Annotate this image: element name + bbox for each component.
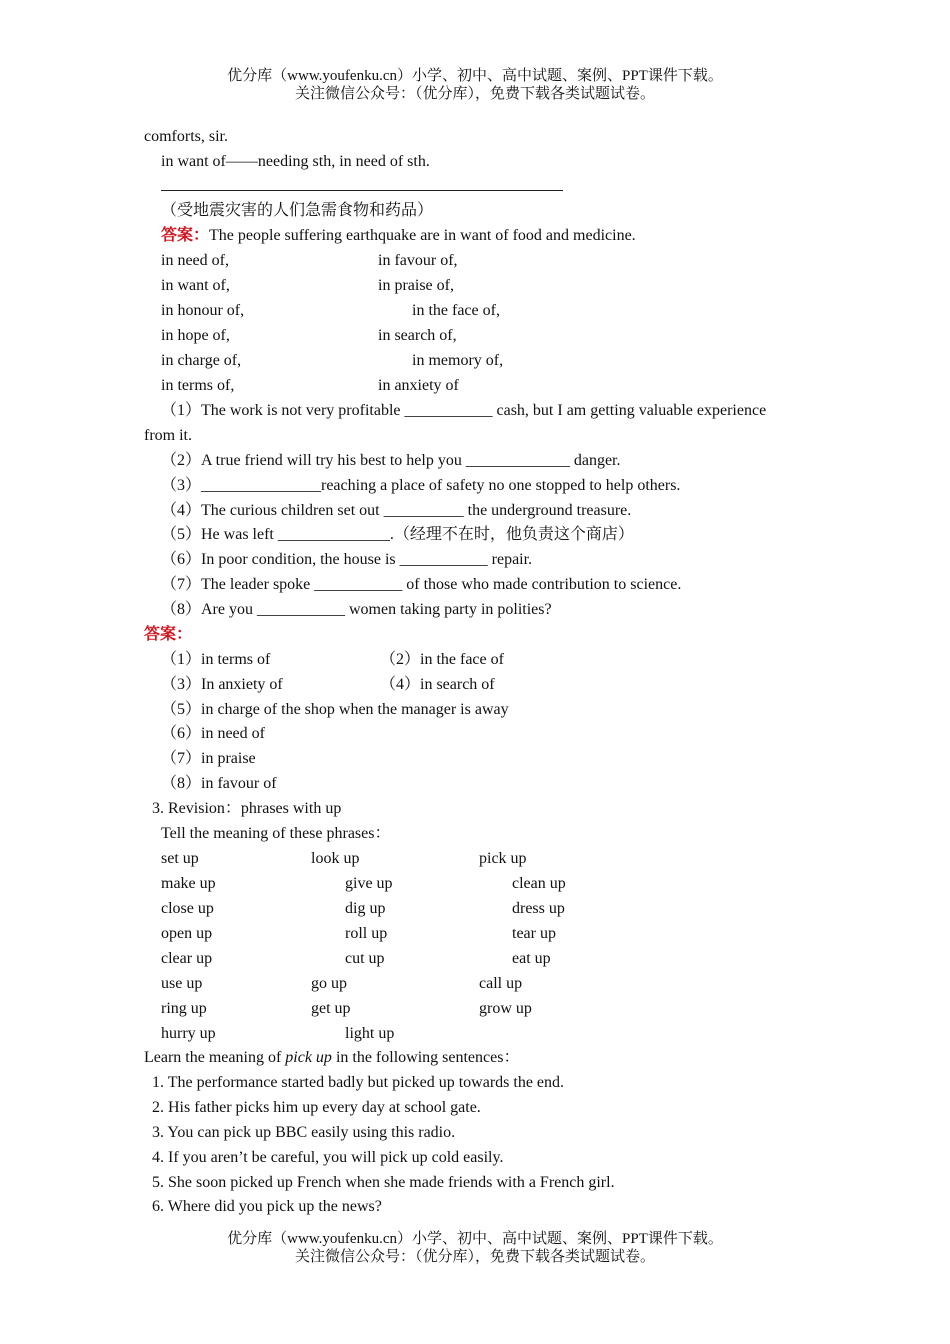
answer-1: （1）in terms of xyxy=(161,651,271,668)
up-phrase: dig up xyxy=(345,900,386,917)
exercise-1-cont: from it. xyxy=(144,427,192,444)
exercise-2: （2）A true friend will try his best to help you _____________ danger. xyxy=(161,452,621,469)
up-phrase: cut up xyxy=(345,950,385,967)
up-phrase: clean up xyxy=(512,875,566,892)
answer-6: （6）in need of xyxy=(161,725,265,742)
answer-text: The people suffering earthquake are in want of food and medicine. xyxy=(209,227,636,244)
up-phrase: roll up xyxy=(345,925,388,942)
phrase-item: in anxiety of xyxy=(378,377,459,394)
example-sentence: 1. The performance started badly but picked up towards the end. xyxy=(152,1074,565,1091)
learn-heading xyxy=(144,1048,519,1068)
answer-3: （3）In anxiety of xyxy=(161,676,283,693)
phrase-item: in search of, xyxy=(378,327,457,344)
answer-8: （8）in favour of xyxy=(161,775,277,792)
learn-prefix: Learn the meaning of xyxy=(144,1049,286,1066)
translation-blank xyxy=(161,190,563,191)
intro-answer xyxy=(161,226,636,246)
example-sentence: 4. If you aren’t be careful, you will pick up cold easily. xyxy=(152,1149,504,1166)
up-phrase: make up xyxy=(161,875,216,892)
answer-7: （7）in praise xyxy=(161,750,256,767)
phrase-item: in memory of, xyxy=(412,352,504,369)
intro-want-definition: in want of——needing sth, in need of sth. xyxy=(161,153,430,170)
phrase-item: in terms of, xyxy=(161,377,235,394)
up-phrase: close up xyxy=(161,900,214,917)
up-phrase: tear up xyxy=(512,925,556,942)
answers-label: 答案： xyxy=(144,626,193,643)
up-phrase: give up xyxy=(345,875,393,892)
page-footer xyxy=(0,1230,950,1266)
up-phrase: use up xyxy=(161,975,203,992)
up-phrase: get up xyxy=(311,1000,351,1017)
header-line-1: 优分库（www.youfenku.cn）小学、初中、高中试题、案例、PPT课件下载。 xyxy=(227,68,723,84)
page-header xyxy=(0,67,950,103)
answer-2: （2）in the face of xyxy=(380,651,504,668)
footer-line-2: 关注微信公众号：（优分库），免费下载各类试题试卷。 xyxy=(294,1249,655,1265)
up-phrase: eat up xyxy=(512,950,551,967)
learn-suffix: in the following sentences： xyxy=(331,1049,520,1066)
learn-phrase: pick up xyxy=(285,1049,332,1066)
phrase-item: in praise of, xyxy=(378,277,454,294)
exercise-3: （3）_______________reaching a place of safety no one stopped to help others. xyxy=(161,477,681,494)
phrase-item: in want of, xyxy=(161,277,230,294)
phrase-item: in need of, xyxy=(161,252,229,269)
up-phrase: dress up xyxy=(512,900,565,917)
example-sentence: 2. His father picks him up every day at school gate. xyxy=(152,1099,481,1116)
exercise-5: （5）He was left ______________.（经理不在时，他负责这个商店） xyxy=(161,526,634,543)
exercise-7: （7）The leader spoke ___________ of those who made contribution to science. xyxy=(161,576,682,593)
up-phrase: go up xyxy=(311,975,347,992)
revision-prompt: Tell the meaning of these phrases： xyxy=(161,825,391,842)
up-phrase: open up xyxy=(161,925,213,942)
example-sentence: 3. You can pick up BBC easily using this radio. xyxy=(152,1124,456,1141)
example-sentence: 5. She soon picked up French when she made friends with a French girl. xyxy=(152,1174,615,1191)
answer-label: 答案： xyxy=(161,227,210,244)
exercise-4: （4）The curious children set out __________ the underground treasure. xyxy=(161,502,632,519)
up-phrase: pick up xyxy=(479,850,527,867)
example-sentence: 6. Where did you pick up the news? xyxy=(152,1198,382,1215)
up-phrase: grow up xyxy=(479,1000,532,1017)
phrase-item: in hope of, xyxy=(161,327,230,344)
answer-4: （4）in search of xyxy=(380,676,495,693)
answer-5: （5）in charge of the shop when the manager is away xyxy=(161,701,509,718)
up-phrase: call up xyxy=(479,975,523,992)
exercise-6: （6）In poor condition, the house is ___________ repair. xyxy=(161,551,533,568)
up-phrase: ring up xyxy=(161,1000,207,1017)
revision-title: 3. Revision：phrases with up xyxy=(152,800,342,817)
up-phrase: light up xyxy=(345,1025,395,1042)
header-line-2: 关注微信公众号：（优分库），免费下载各类试题试卷。 xyxy=(294,86,655,102)
up-phrase: look up xyxy=(311,850,360,867)
phrase-item: in charge of, xyxy=(161,352,242,369)
intro-comforts: comforts, sir. xyxy=(144,128,228,145)
exercise-8: （8）Are you ___________ women taking party in polities? xyxy=(161,601,552,618)
up-phrase: clear up xyxy=(161,950,213,967)
phrase-item: in honour of, xyxy=(161,302,245,319)
phrase-item: in favour of, xyxy=(378,252,458,269)
translation-prompt: （受地震灾害的人们急需食物和药品） xyxy=(161,202,434,219)
up-phrase: set up xyxy=(161,850,199,867)
footer-line-1: 优分库（www.youfenku.cn）小学、初中、高中试题、案例、PPT课件下载。 xyxy=(227,1231,723,1247)
phrase-item: in the face of, xyxy=(412,302,500,319)
exercise-1: （1）The work is not very profitable ___________ cash, but I am getting valuable experience xyxy=(161,402,767,419)
up-phrase: hurry up xyxy=(161,1025,216,1042)
